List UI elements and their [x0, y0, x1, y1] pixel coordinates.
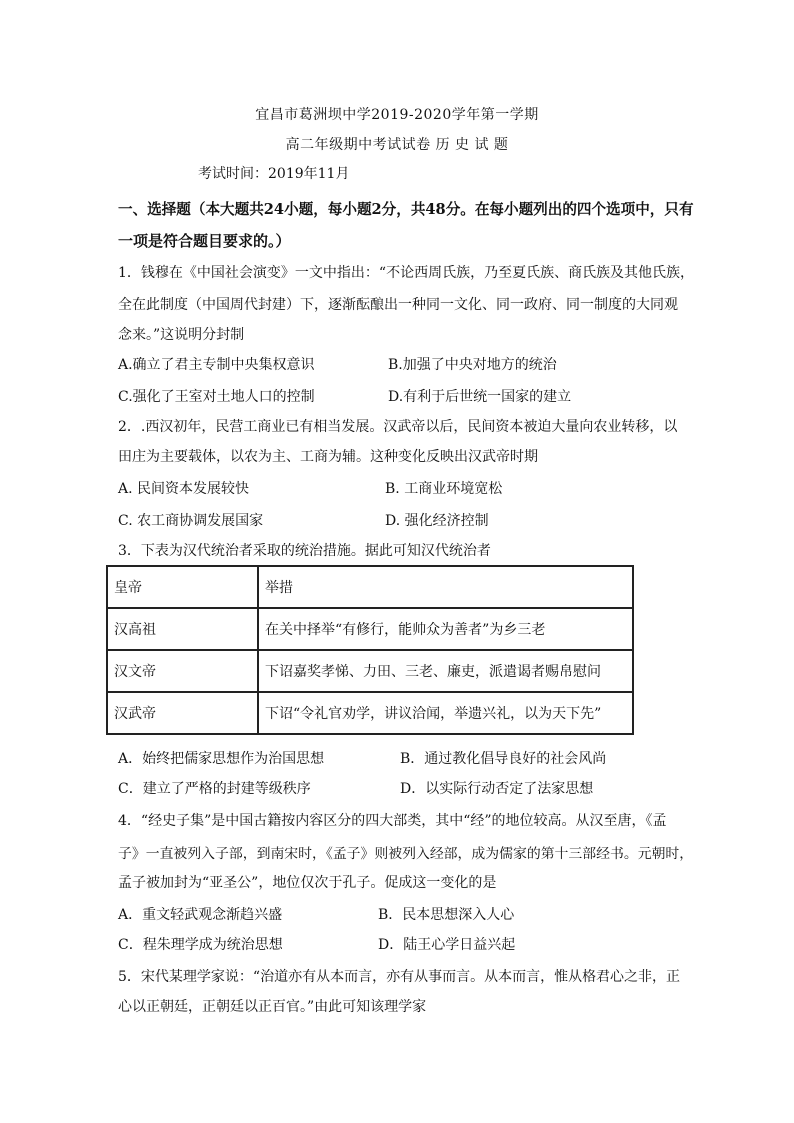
q4-option-a: A．重文轻武观念渐趋兴盛: [118, 907, 283, 923]
exam-title: 高二年级期中考试试卷 历 史 试 题: [285, 137, 509, 153]
q2-option-b: B. 工商业环境宽松: [385, 481, 503, 497]
table-cell-emperor: 汉武帝: [107, 692, 258, 734]
q1-option-a: A.确立了君主专制中央集权意识: [118, 357, 315, 373]
table-cell-emperor: 汉高祖: [107, 608, 258, 650]
q2-option-c: C. 农工商协调发展国家: [118, 513, 264, 529]
q2-stem-line-1: 2．.西汉初年，民营工商业已有相当发展。汉武帝以后，民间资本被迫大量向农业转移，以: [118, 419, 678, 435]
section-heading-line-1: 一、选择题（本大题共24小题，每小题2分，共48分。在每小题列出的四个选项中，只有: [118, 201, 694, 218]
section-heading-line-2: 一项是符合题目要求的。）: [118, 232, 291, 250]
table-cell-measure: 下诏嘉奖孝悌、力田、三老、廉吏，派遣谒者赐帛慰问: [258, 650, 633, 692]
table-cell-emperor: 汉文帝: [107, 650, 258, 692]
q1-stem-line-1: 1．钱穆在《中国社会演变》一文中指出：“不论西周氏族，乃至夏氏族、商氏族及其他氏族，: [118, 265, 695, 281]
emperor-measures-table: [106, 565, 634, 735]
q1-option-c: C.强化了王室对土地人口的控制: [118, 389, 315, 405]
q3-option-c: C．建立了严格的封建等级秩序: [118, 781, 311, 797]
q2-stem-line-2: 田庄为主要载体，以农为主、工商为辅。这种变化反映出汉武帝时期: [118, 449, 538, 465]
q1-option-b: B.加强了中央对地方的统治: [388, 357, 557, 373]
q1-stem-line-2: 全在此制度（中国周代封建）下，逐渐酝酿出一种同一文化、同一政府、同一制度的大同观: [118, 297, 678, 313]
q4-stem-line-2: 子》一直被列入子部，到南宋时，《孟子》则被列入经部，成为儒家的第十三部经书。元朝时，: [118, 846, 694, 862]
table-cell-measure: 在关中择举“有修行，能帅众为善者”为乡三老: [258, 608, 633, 650]
q4-stem-line-1: 4．“经史子集”是中国古籍按内容区分的四大部类，其中“经”的地位较高。从汉至唐，《孟: [118, 813, 667, 829]
table-row: [107, 650, 633, 692]
q3-option-a: A．始终把儒家思想作为治国思想: [118, 751, 325, 767]
q5-stem-line-2: 心以正朝廷，正朝廷以正百官。”由此可知该理学家: [118, 999, 427, 1015]
q4-stem-line-3: 孟子被加封为“亚圣公”，地位仅次于孔子。促成这一变化的是: [118, 875, 497, 891]
q2-option-a: A. 民间资本发展较快: [118, 481, 250, 497]
school-term-title: 宜昌市葛洲坝中学2019-2020学年第一学期: [255, 107, 539, 123]
q1-stem-line-3: 念来。”这说明分封制: [118, 327, 245, 343]
q1-option-d: D.有利于后世统一国家的建立: [388, 389, 572, 405]
q3-option-d: D．以实际行动否定了法家思想: [400, 781, 594, 797]
table-header-measures: 举措: [258, 566, 633, 608]
exam-time: 考试时间：2019年11月: [198, 166, 350, 182]
q4-option-d: D．陆王心学日益兴起: [378, 937, 516, 953]
q3-stem-line-1: 3．下表为汉代统治者采取的统治措施。据此可知汉代统治者: [118, 543, 491, 559]
q2-option-d: D. 强化经济控制: [385, 513, 489, 529]
table-header-row: [107, 566, 633, 608]
table-row: [107, 692, 633, 734]
q4-option-c: C．程朱理学成为统治思想: [118, 937, 283, 953]
table-header-emperor: 皇帝: [107, 566, 258, 608]
q5-stem-line-1: 5．宋代某理学家说：“治道亦有从本而言，亦有从事而言。从本而言，惟从格君心之非，正: [118, 969, 681, 985]
table-cell-measure: 下诏“令礼官劝学，讲议洽闻，举遗兴礼，以为天下先”: [258, 692, 633, 734]
q4-option-b: B．民本思想深入人心: [378, 907, 515, 923]
table-row: [107, 608, 633, 650]
q3-option-b: B．通过教化倡导良好的社会风尚: [400, 751, 607, 767]
